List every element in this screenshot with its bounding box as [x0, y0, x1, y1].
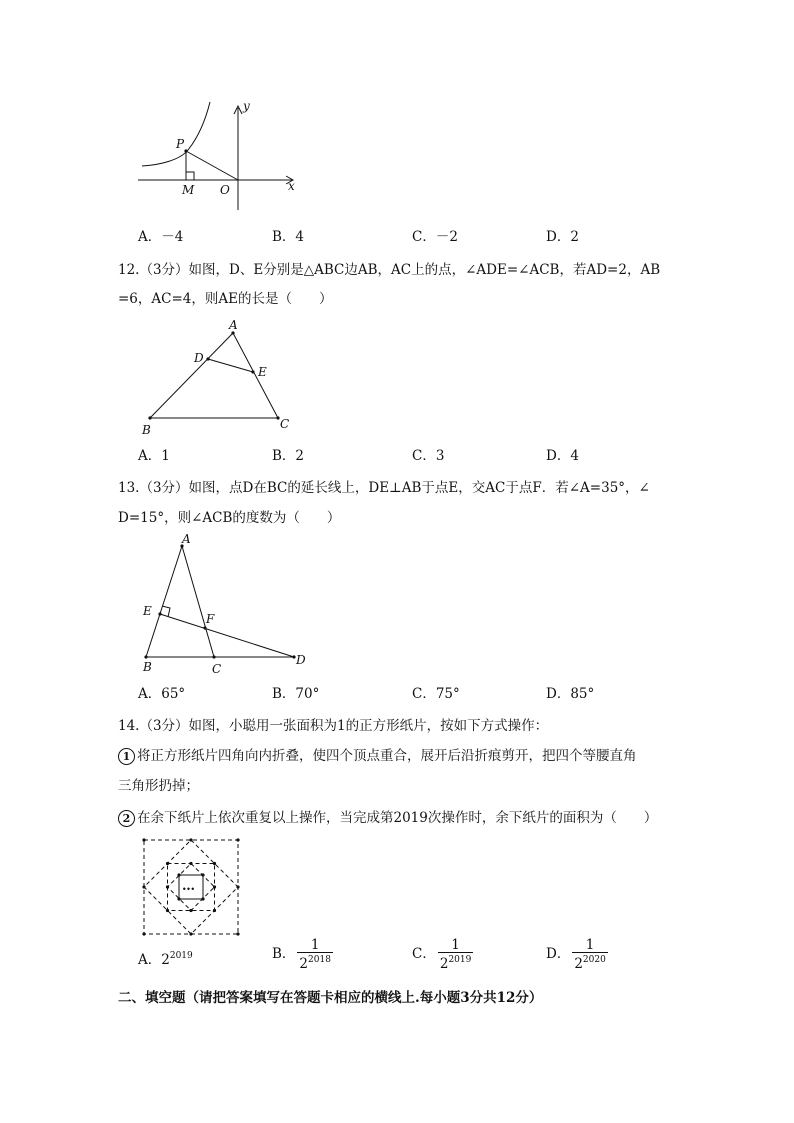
label-a: A	[229, 318, 238, 332]
section-2-title: 二、填空题（请把答案填写在答题卡相应的横线上.每小题3分共12分）	[118, 990, 543, 1006]
q13-stem-line1: 13.（3分）如图，点D在BC的延长线上，DE⊥AB于点E，交AC于点F．若∠A=35°，∠	[118, 480, 650, 496]
q13-option-d[interactable]: D．85°	[546, 686, 595, 702]
q14-option-c[interactable]: C． $\frac{1}{2^{2019}}$	[412, 937, 472, 972]
q14-option-a[interactable]: A．$2^{2019}$	[138, 951, 193, 968]
label-p: P	[176, 137, 185, 151]
q12-options	[138, 446, 698, 466]
q14-stem-line1: 14.（3分）如图，小聪用一张面积为1的正方形纸片，按如下方式操作：	[118, 718, 549, 734]
label-x: x	[288, 179, 295, 193]
q12-option-b[interactable]: B．2	[272, 448, 305, 464]
q11-option-c[interactable]: C．－2	[412, 229, 458, 245]
label-b: B	[142, 423, 151, 436]
hyperbola-curve	[142, 102, 210, 166]
q12-option-c[interactable]: C．3	[412, 448, 445, 464]
q14-step1-line1: 1 将正方形纸片四角向内折叠，使四个顶点重合，展开后沿折痕剪开，把四个等腰直角	[118, 746, 637, 766]
label-b: B	[143, 660, 152, 674]
label-c: C	[280, 417, 290, 431]
q14-step1-line2: 三角形扔掉；	[118, 778, 199, 794]
q14-option-b[interactable]: B． $\frac{1}{2^{2018}}$	[272, 937, 331, 972]
step1-mark: 1	[118, 748, 135, 765]
step2-mark: 2	[118, 810, 135, 827]
label-o: O	[220, 183, 230, 197]
q13-figure	[136, 532, 316, 680]
q13-option-c[interactable]: C．75°	[412, 686, 460, 702]
right-angle-mark	[186, 172, 194, 180]
q11-figure	[130, 100, 310, 215]
q11-option-d[interactable]: D．2	[546, 229, 579, 245]
q13-option-a[interactable]: A．65°	[138, 686, 186, 702]
q12-stem-line2: =6，AC=4，则AE的长是（ ）	[118, 291, 333, 307]
label-f: F	[206, 612, 215, 626]
q12-stem-line1: 12.（3分）如图，D、E分别是△ABC边AB，AC上的点，∠ADE=∠ACB，若AD=2，AB	[118, 262, 661, 278]
label-e: E	[143, 604, 152, 618]
q12-figure	[138, 318, 298, 436]
label-a: A	[182, 532, 191, 546]
label-c: C	[212, 662, 222, 676]
q14-options	[138, 937, 698, 974]
q13-option-b[interactable]: B．70°	[272, 686, 320, 702]
q14-figure	[140, 838, 242, 936]
q13-options	[138, 684, 698, 704]
q12-option-d[interactable]: D．4	[546, 448, 579, 464]
label-d: D	[194, 351, 204, 365]
label-e: E	[258, 365, 267, 379]
q11-option-b[interactable]: B．4	[272, 229, 305, 245]
center-ellipsis: …	[182, 879, 195, 894]
label-d: D	[296, 653, 306, 667]
q13-stem-line2: D=15°，则∠ACB的度数为（ ）	[118, 510, 341, 526]
q14-step2-line1: 2 在余下纸片上依次重复以上操作，当完成第2019次操作时，余下纸片的面积为（ ）	[118, 808, 657, 828]
q11-option-a[interactable]: A．－4	[138, 229, 184, 245]
label-m: M	[182, 183, 195, 197]
q14-option-d[interactable]: D． $\frac{1}{2^{2020}}$	[546, 937, 606, 972]
label-y: y	[243, 100, 250, 113]
q12-option-a[interactable]: A．1	[138, 448, 170, 464]
q11-options	[138, 227, 698, 247]
